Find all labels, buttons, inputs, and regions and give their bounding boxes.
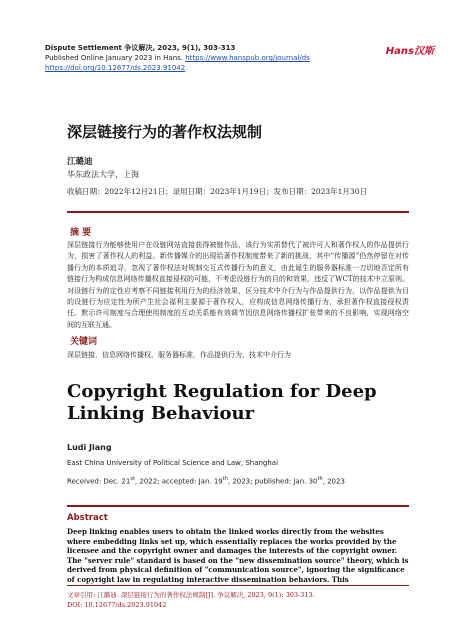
published-line <box>45 54 310 63</box>
received-label: Received: Dec. 21 <box>67 477 131 486</box>
footer-doi: DOI: 10.12677/ds.2023.91042 <box>67 601 167 609</box>
cn-abstract-body: 深层链接行为能够使用户在设链网站直接获得被链作品，该行为实质替代了被许可人和著作权人的作品提供行为，损害了著作权人的利益。新传播媒介的出现给著作权制度带来了新的挑战，其中“传播源”仍然停留在对传播行为的本质追寻，忽视了著作权法对规制交互式传播行为的意义，由此诞生的服务器标准一刀切地否定所有链接行为构成信息网络传播权直接侵权的可能，不考虑设链行为的目的和效果，违反了WCT的技术中立原则。对设链行为的定性应考察不同链接利用行为的经济效果，区分技术中介行为与作品提供行为，以作品提供为目的设链行为应定性为所产生社会福利主要源于著作权人，应构成信息网络传播行为，承担著作权直接侵权责任。默示许可制度与合理使用制度的互动关系能有效调节因信息网络传播权扩张带来的不良影响，实现网络空间的互联互通。 <box>67 241 409 329</box>
published-prefix: Published Online January 2023 in Hans. <box>45 54 186 62</box>
en-abstract-heading: Abstract <box>67 513 108 523</box>
published-year: , 2023 <box>322 477 345 486</box>
received-sup: st <box>130 476 135 482</box>
en-title: Copyright Regulation for Deep Linking Behaviour <box>67 381 377 424</box>
cn-abstract-heading: 摘 要 <box>70 228 92 238</box>
en-author: Ludi Jiang <box>67 443 112 452</box>
published-sup: th <box>317 476 323 482</box>
footer-citation: 文章引用: 江璐迪. 深层链接行为的著作权法规制[J]. 争议解决, 2023, 9(1): 303-313. <box>67 591 315 599</box>
cn-title: 深层链接行为的著作权法规制 <box>67 123 263 141</box>
cn-keywords: 深层链接，信息网络传播权，服务器标准，作品提供行为，技术中介行为 <box>67 351 291 359</box>
hans-logo: Hans汉斯 <box>385 46 434 57</box>
doi-line <box>45 64 185 73</box>
accepted-label: , 2022; accepted: Jan. 19 <box>134 477 223 486</box>
cn-dates: 收稿日期：2022年12月21日；录用日期：2023年1月19日；发布日期：2023年1月30日 <box>67 187 367 196</box>
cn-affiliation: 华东政法大学，上海 <box>67 170 139 179</box>
accepted-sup: th <box>222 476 228 482</box>
cn-author: 江璐迪 <box>67 157 93 167</box>
divider-top <box>67 211 409 213</box>
published-label: , 2023; published: Jan. 30 <box>227 477 318 486</box>
journal-link[interactable]: https://www.hanspub.org/journal/ds <box>185 54 310 62</box>
divider-abstract <box>67 505 409 507</box>
en-affiliation: East China University of Political Science and Law, Shanghai <box>67 459 279 467</box>
divider-footer <box>67 585 409 586</box>
en-abstract-body: Deep linking enables users to obtain the linked works directly from the websites where embedding links set up, which essentially replaces the works provided by the licensee and the copyright owner and damages the interests of the copyright owner. The "server rule" standard is based on the "new dissemination source" theory, which is derived from physical definition of "communication source", ignoring the significance of copyright law in regulating interactive dissemination behaviors. This <box>67 527 409 584</box>
cn-keywords-heading: 关键词 <box>70 337 98 347</box>
doi-link[interactable]: https://doi.org/10.12677/ds.2023.91042 <box>45 64 186 72</box>
journal-line: Dispute Settlement 争议解决, 2023, 9(1), 303-313 <box>45 44 236 52</box>
en-dates <box>67 476 345 485</box>
